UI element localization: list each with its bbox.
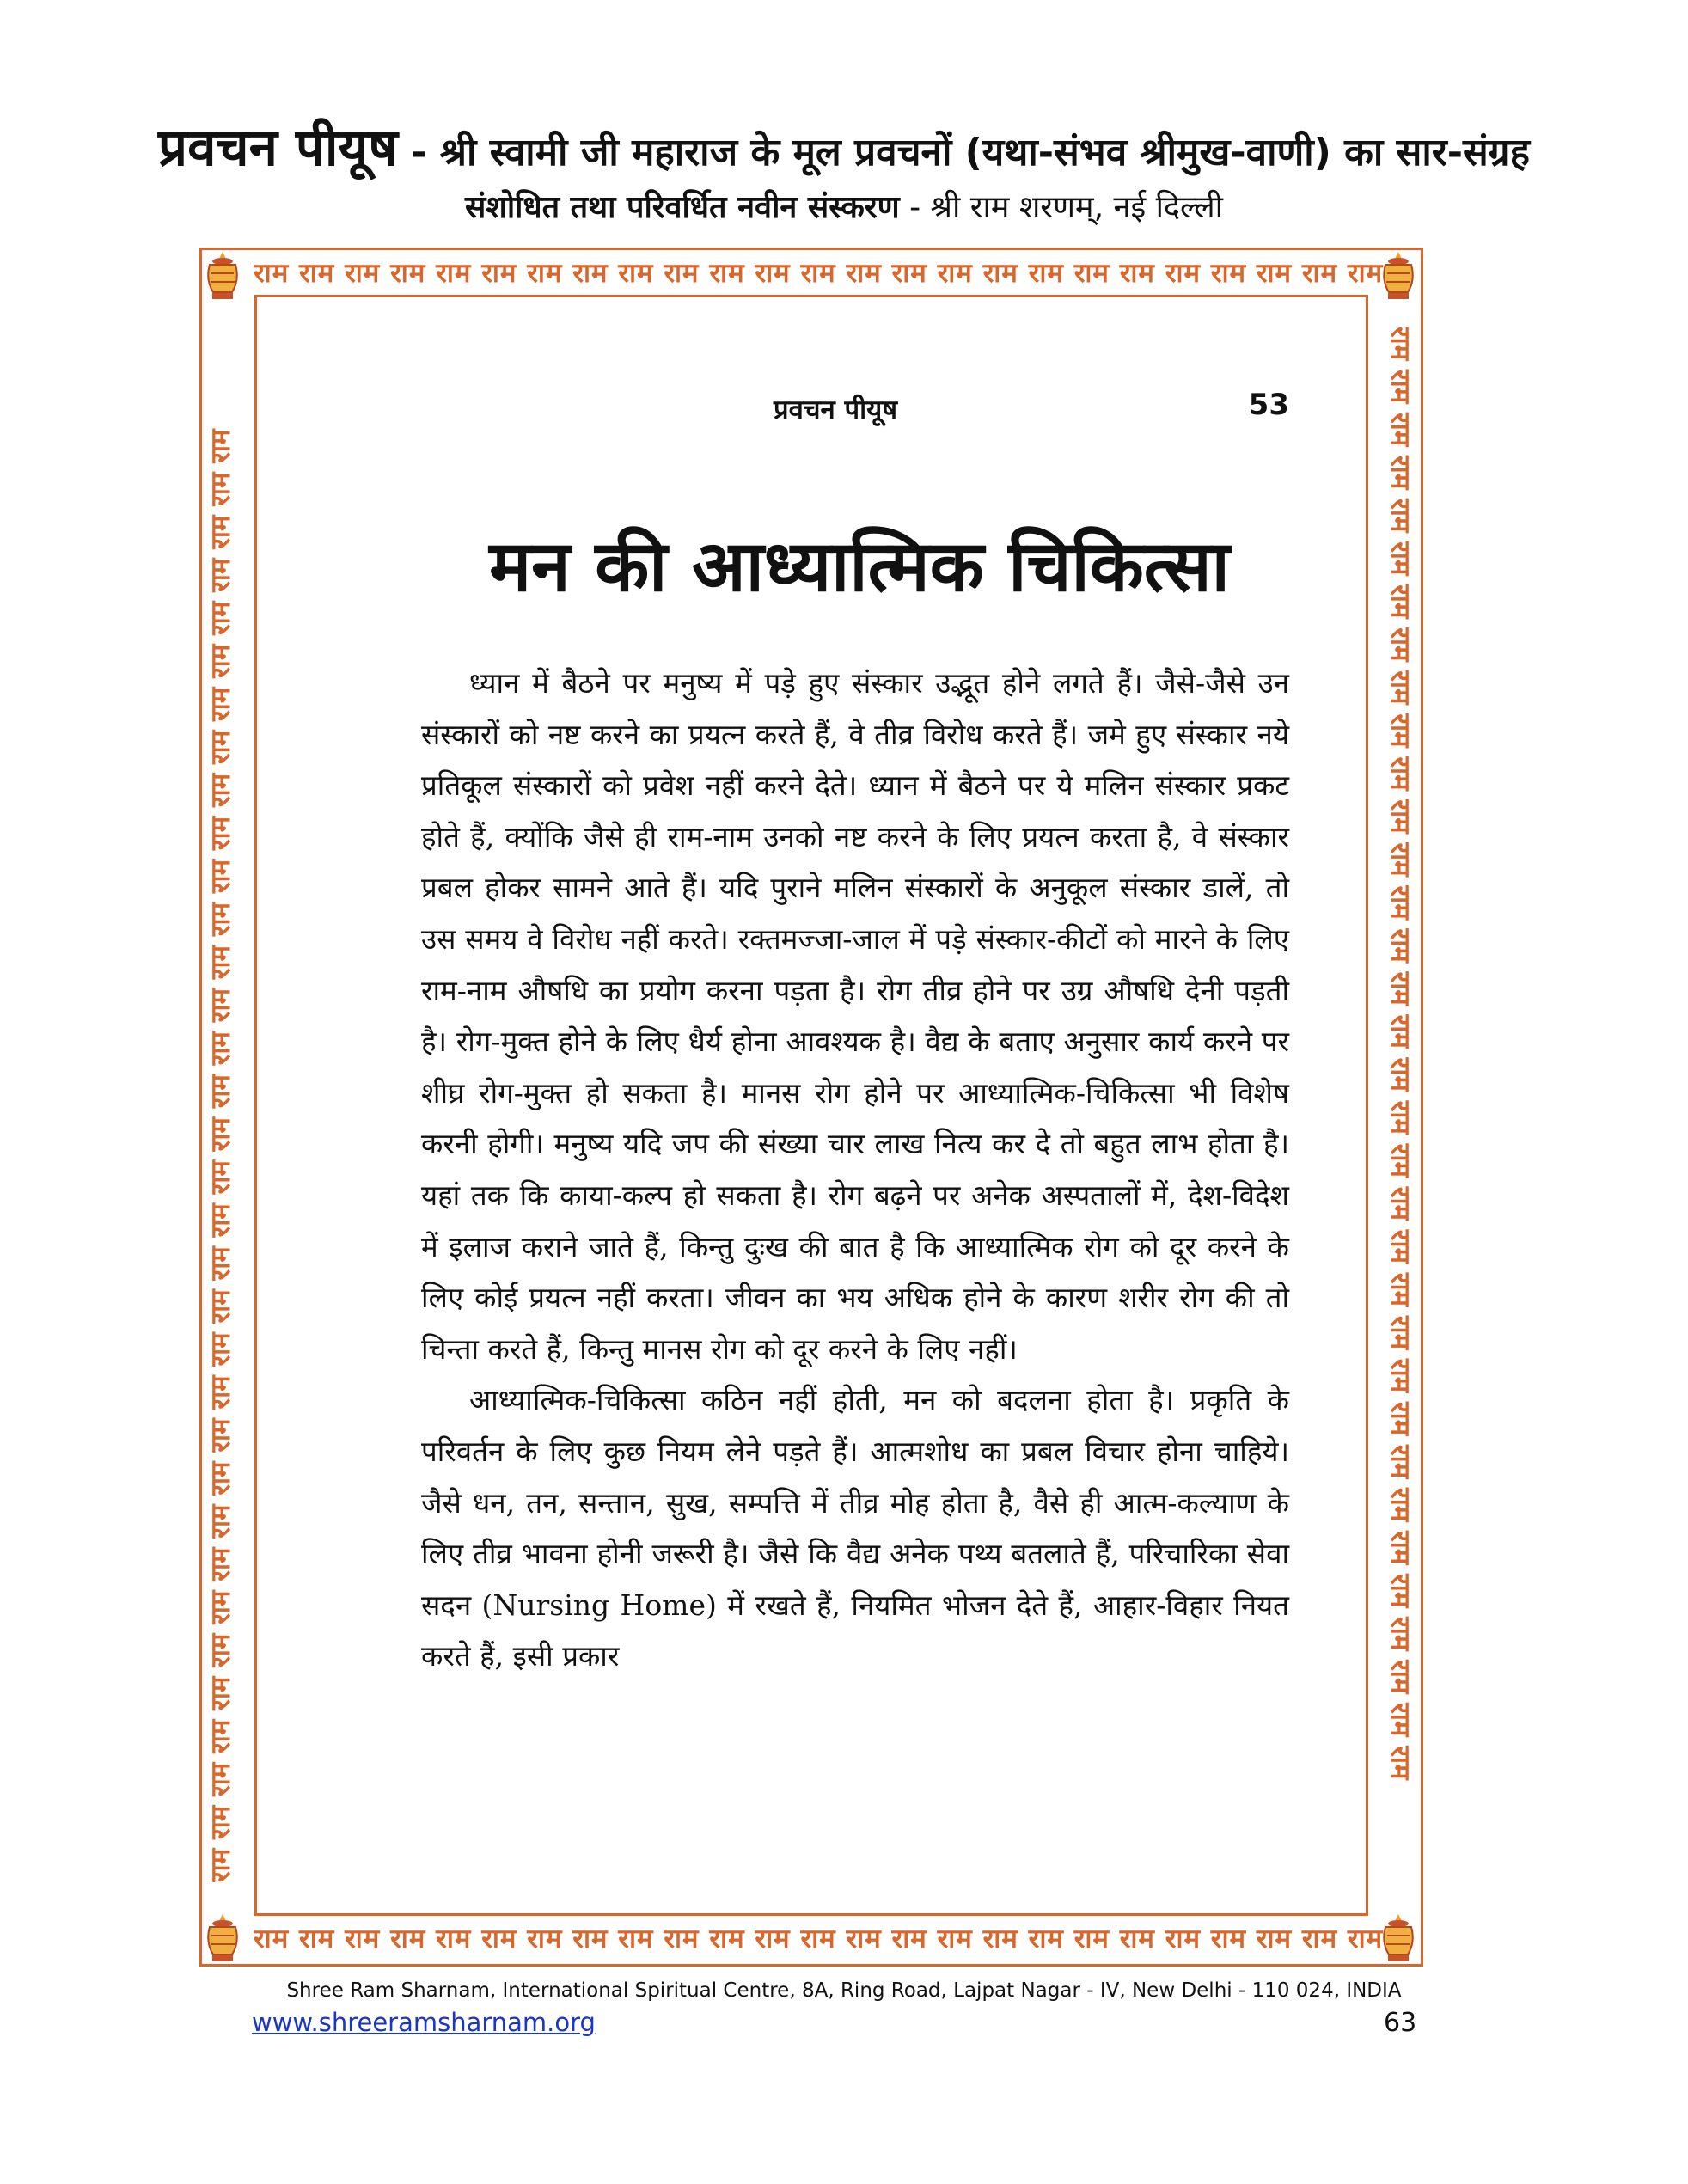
border-ram-left: राम राम राम राम राम राम राम राम राम राम राम राम राम राम राम राम राम राम राम राम राम राम राम राम राम राम राम राम राम राम राम राम राम राम (205, 429, 236, 1882)
footer-address: Shree Ram Sharnam, International Spiritual Centre, 8A, Ring Road, Lajpat Nagar - IV, New Delhi - 110 024, INDIA (286, 1979, 1402, 2002)
page-header-title (0, 110, 1688, 180)
kalash-icon (201, 1912, 244, 1965)
header-publisher: - श्री राम शरणम्, नई दिल्ली (909, 190, 1223, 225)
paragraph: आध्यात्मिक-चिकित्सा कठिन नहीं होती, मन को बदलना होता है। प्रकृति के परिवर्तन के लिए कुछ नियम लेने पड़ते हैं। आत्मशोध का प्रबल विचार होना चाहिये। जैसे धन, तन, सन्तान, सुख, सम्पत्ति में तीव्र मोह होता है, वैसे ही आत्म-कल्याण के लिए तीव्र भावना होनी जरूरी है। जैसे कि वैद्य अनेक पथ्य बतलाते हैं, परिचारिका सेवा सदन (Nursing Home) में रखते हैं, नियमित भोजन देते हैं, आहार-विहार नियत करते हैं, इसी प्रकार (421, 1383, 1289, 1673)
header-book-title: प्रवचन पीयूष (158, 118, 398, 178)
border-ram-bottom: राम राम राम राम राम राम राम राम राम राम राम राम राम राम राम राम राम राम राम राम राम राम राम राम राम (254, 1924, 1384, 1955)
paragraph: ध्यान में बैठने पर मनुष्य में पड़े हुए संस्कार उद्भूत होने लगते हैं। जैसे-जैसे उन संस्कारों को नष्ट करने का प्रयत्न करते हैं, वे तीव्र विरोध करते हैं। जमे हुए संस्कार नये प्रतिकूल संस्कारों को प्रवेश नहीं करने देते। ध्यान में बैठने पर ये मलिन संस्कार प्रकट होते हैं, क्योंकि जैसे ही राम-नाम उनको नष्ट करने के लिए प्रयत्न करता है, वे संस्कार प्रबल होकर सामने आते हैं। यदि पुराने मलिन संस्कारों के अनुकूल संस्कार डालें, तो उस समय वे विरोध नहीं करते। रक्तमज्जा-जाल में पड़े संस्कार-कीटों को मारने के लिए राम-नाम औषधि का प्रयोग करना पड़ता है। रोग तीव्र होने पर उग्र औषधि देनी पड़ती है। रोग-मुक्त होने के लिए धैर्य होना आवश्यक है। वैद्य के बताए अनुसार कार्य करने पर शीघ्र रोग-मुक्त हो सकता है। मानस रोग होने पर आध्यात्मिक-चिकित्सा भी विशेष करनी होगी। मनुष्य यदि जप की संख्या चार लाख नित्य कर दे तो बहुत लाभ होता है। यहां तक कि काया-कल्प हो सकता है। रोग बढ़ने पर अनेक अस्पतालों में, देश-विदेश में इलाज कराने जाते हैं, किन्तु दुःख की बात है कि आध्यात्मिक रोग को दूर करने के लिए कोई प्रयत्न नहीं करता। जीवन का भय अधिक होने के कारण शरीर रोग की तो चिन्ता करते हैं, किन्तु मानस रोग को दूर करने के लिए नहीं। (421, 666, 1289, 1366)
border-ram-right: राम राम राम राम राम राम राम राम राम राम राम राम राम राम राम राम राम राम राम राम राम राम राम राम राम राम राम राम राम राम राम राम राम राम (1385, 327, 1416, 1780)
page-number: 63 (1384, 2008, 1417, 2038)
kalash-icon (1377, 1912, 1420, 1965)
chapter-body (421, 658, 1289, 1682)
chapter-title: मन की आध्यात्मिक चिकित्सा (489, 526, 1230, 608)
scan-running-header (404, 388, 1289, 443)
kalash-icon (201, 249, 244, 303)
header-edition: संशोधित तथा परिवर्धित नवीन संस्करण (465, 190, 900, 225)
website-link[interactable]: www.shreeramsharnam.org (252, 2008, 596, 2037)
running-page-number: 53 (1248, 388, 1289, 422)
kalash-icon (1377, 249, 1420, 303)
page-header-subtitle (0, 185, 1688, 227)
running-title: प्रवचन पीयूष (774, 395, 898, 425)
border-ram-top: राम राम राम राम राम राम राम राम राम राम राम राम राम राम राम राम राम राम राम राम राम राम राम राम राम (254, 258, 1384, 289)
header-description: - श्री स्वामी जी महाराज के मूल प्रवचनों (यथा-संभव श्रीमुख-वाणी) का सार-संग्रह (411, 131, 1530, 174)
